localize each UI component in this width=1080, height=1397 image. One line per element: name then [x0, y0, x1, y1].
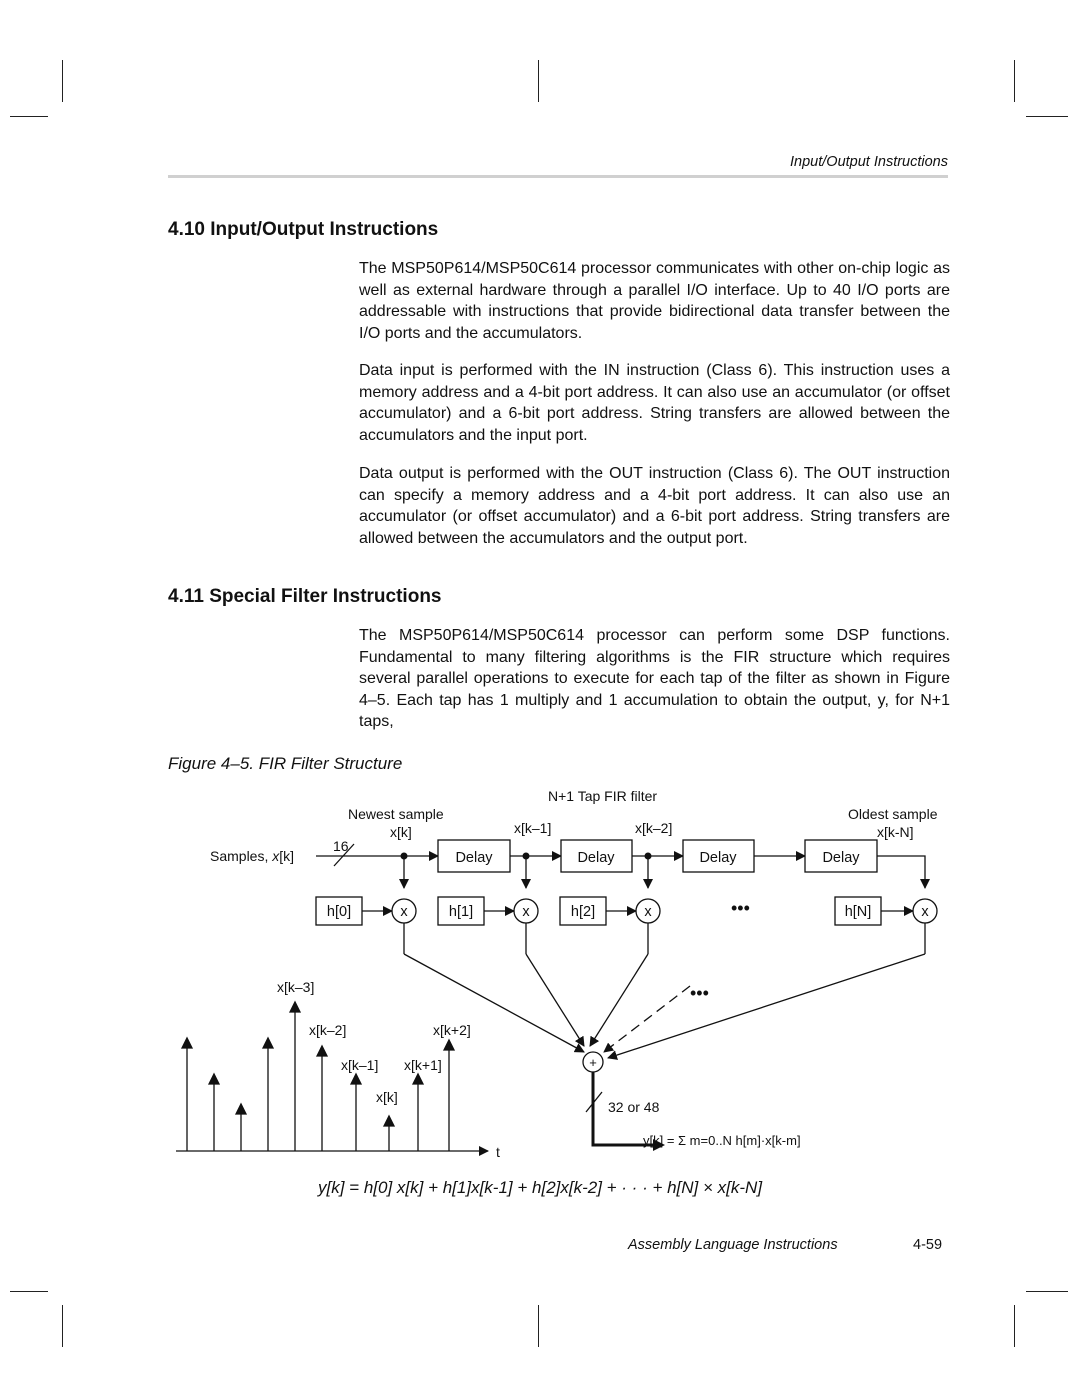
sample-stem-arrow — [384, 1116, 394, 1126]
multiplier-symbol: x — [522, 904, 530, 920]
bus-width-output: 32 or 48 — [608, 1099, 660, 1115]
ellipsis: ••• — [731, 898, 750, 918]
sample-label: x[k] — [376, 1089, 398, 1105]
paragraph: Data output is performed with the OUT instruction (Class 6). The OUT instruction can specify a memory address and a 4-bit port address. It can also use an accumulator (or offset accumulator) and a 6-bit port address. String transfers are allowed between the accumulators and the output port. — [359, 465, 950, 547]
tap-label: x[k–1] — [514, 820, 552, 836]
multiplier-symbol: x — [921, 904, 929, 920]
footer-chapter: Assembly Language Instructions — [628, 1237, 838, 1253]
sample-label: x[k+2] — [433, 1022, 471, 1038]
coefficient-label: h[1] — [448, 904, 474, 920]
ellipsis: ••• — [690, 983, 709, 1003]
output-formula: y[k] = Σ m=0..N h[m]·x[k-m] — [643, 1133, 801, 1148]
delay-label: Delay — [455, 850, 493, 866]
paragraph: The MSP50P614/MSP50C614 processor can perform some DSP functions. Fundamental to many filtering algorithms is the FIR structure which requires several parallel operations to execute for each tap of the filter as shown in Figure 4–5. Each tap has 1 multiply and 1 accumulation to obtain the output, y, for N+1 taps, — [359, 627, 950, 730]
page-number: 4-59 — [913, 1237, 943, 1253]
tap-label: x[k] — [390, 824, 412, 840]
sample-stem-arrow — [351, 1074, 361, 1084]
section-4-10-title: 4.10 Input/Output Instructions — [168, 219, 439, 240]
coefficient-label: h[0] — [326, 904, 352, 920]
input-label: Samples, x[k] — [210, 848, 295, 864]
delay-label: Delay — [822, 850, 860, 866]
coefficient-label: h[2] — [570, 904, 596, 920]
multiplier-symbol: x — [400, 904, 408, 920]
tap-label: x[k–2] — [635, 820, 673, 836]
sample-stem-arrow — [236, 1104, 246, 1114]
sample-label: x[k–2] — [309, 1022, 347, 1038]
newest-sample-label: Newest sample — [348, 806, 444, 822]
tap-label: x[k-N] — [877, 824, 914, 840]
sample-stem-arrow — [290, 1002, 300, 1012]
tap-node — [645, 853, 652, 860]
diagram-title: N+1 Tap FIR filter — [548, 788, 658, 804]
multiplier-symbol: x — [644, 904, 652, 920]
section-4-11-title: 4.11 Special Filter Instructions — [168, 586, 442, 607]
running-header: Input/Output Instructions — [790, 154, 948, 170]
sample-label: x[k–1] — [341, 1057, 379, 1073]
adder-symbol: + — [589, 1055, 597, 1070]
coefficient-label: h[N] — [844, 904, 872, 920]
bus-width-input: 16 — [333, 838, 349, 854]
paragraph: Data input is performed with the IN instruction (Class 6). This instruction uses a memory address and a 4-bit port address. It can also use an accumulator (or offset accumulator) and a 6-bit port address. String transfers are allowed between the accumulators and the input port. — [359, 362, 950, 444]
figure-caption: Figure 4–5. FIR Filter Structure — [168, 754, 403, 773]
delay-label: Delay — [577, 850, 615, 866]
sample-stem-arrow — [413, 1074, 423, 1084]
tap-node — [401, 853, 408, 860]
paragraph: The MSP50P614/MSP50C614 processor communicates with other on-chip logic as well as external hardware through a parallel I/O interface. Up to 40 I/O ports are addressable with instructions that provide bidirectional data transfer between the I/O ports and the accumulators. — [359, 260, 950, 342]
time-axis-label: t — [496, 1144, 500, 1160]
sample-stem-arrow — [209, 1074, 219, 1084]
tap-node — [523, 853, 530, 860]
oldest-sample-label: Oldest sample — [848, 806, 938, 822]
sample-stem-arrow — [263, 1038, 273, 1048]
sample-stem-arrow — [444, 1040, 454, 1050]
sample-label: x[k–3] — [277, 979, 315, 995]
fir-equation: y[k] = h[0] x[k] + h[1]x[k-1] + h[2]x[k-2] + · · · + h[N] × x[k-N] — [318, 1178, 763, 1197]
delay-label: Delay — [699, 850, 737, 866]
sample-stem-arrow — [317, 1046, 327, 1056]
sample-stem-arrow — [182, 1038, 192, 1048]
sample-label: x[k+1] — [404, 1057, 442, 1073]
